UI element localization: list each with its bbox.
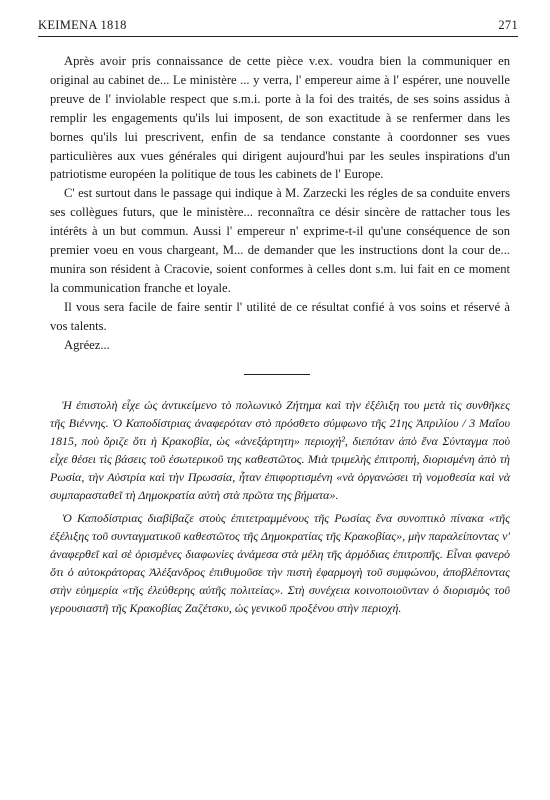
french-letter-text bbox=[50, 52, 510, 355]
french-paragraph-2: C' est surtout dans le passage qui indique à M. Zarzecki les régles de sa conduite envers ses collègues futurs, que le ministère... reconnaîtra ce désir sincère de rattacher tous les intérêts à un but commun. Aussi l' empereur n' exprime-t-il qu'une conséquence de son premier voeu en vous chargeant, M... de demander que les instructions dont la cour de... munira son résident à Cracovie, soient conformes à celles dont s.m. lui fait en ce moment la communication franche et loyale. bbox=[50, 186, 510, 295]
greek-commentary-text bbox=[50, 396, 510, 617]
french-paragraph-3: Il vous sera facile de faire sentir l' utilité de ce résultat confié à vos soins et réservé à vos talents. bbox=[50, 299, 510, 333]
greek-paragraph-1: Ἡ ἐπιστολὴ εἶχε ὡς ἀντικείμενο τὸ πολωνικὸ Ζήτημα καὶ τὴν ἐξέλιξη του μετὰ τὶς συνθῆκες τῆς Βιέννης. Ὁ Καποδίστριας ἀναφερόταν στὸ πρόσθετο σύμφωνο τῆς 21ης Ἀπριλίου / 3 Μαΐου 1815, ποὺ ὅριζε ὅτι ἡ Κρακοβία, ὡς «ἀνεξάρτητη» περιοχή², διεπόταν ἀπὸ ἕνα Σύνταγμα ποὺ εἶχε θέσει τὶς βάσεις τοῦ ἐσωτερικοῦ της καθεστῶτος. Μιὰ τριμελὴς ἐπιτροπή, διορισμένη ἀπὸ τὴ Ρωσία, τὴν Αὐστρία καὶ τὴν Πρωσσία, ἦταν ἐπιφορτισμένη «νὰ ὀργανώσει τὴ νομοθεσία καὶ νὰ συμπαρασταθεῖ τὴ Δημοκρατία αὐτὴ στὰ πρῶτα της βήματα». bbox=[50, 398, 510, 503]
page-number: 271 bbox=[498, 18, 518, 32]
running-title: KEIMENA 1818 bbox=[38, 18, 127, 32]
section-divider bbox=[244, 374, 310, 375]
header-rule bbox=[38, 36, 518, 37]
french-paragraph-1: Après avoir pris connaissance de cette pièce v.ex. voudra bien la communiquer en original au cabinet de... Le ministère ... y verra, l' empereur aime à l' espérer, une nouvelle preuve de l' inviolable respect que s.m.i. porte à la foi des traités, de ses soins assidus à remplir les engagements qu'ils lui imposent, de son exactitude à se renfermer dans les bornes qu'ils lui prescrivent, enfin de sa tendance constante à coordonner ses vues particulières aux vues générales qui dirigent aujourd'hui par les seules inspirations d'un patriotisme européen la politique de tous les cabinets de l' Europe. bbox=[50, 54, 510, 182]
running-header bbox=[38, 18, 518, 36]
french-closing: Agréez... bbox=[64, 337, 110, 352]
greek-paragraph-2: Ὁ Καποδίστριας διαβίβαζε στοὺς ἐπιτετραμμένους τῆς Ρωσίας ἕνα συνοπτικὸ πίνακα «τῆς ἐξέλιξης τοῦ συνταγματικοῦ καθεστῶτος τῆς Δημοκρατίας τῆς Κρακοβίας», μὴν παραλείποντας ν' ἀναφερθεῖ καὶ σὲ ὁρισμένες διαφωνίες ἀνάμεσα στὰ μέλη τῆς ἁρμόδιας ἐπιτροπῆς. Εἶναι φανερὸ ὅτι ὁ αὐτοκράτορας Ἀλέξανδρος ἐπιθυμοῦσε τὴν πιστὴ ἐφαρμογὴ τοῦ συμφώνου, ἀποβλέποντας στὴν εὐημερία «τῆς ἐλεύθερης αὐτῆς πολιτείας». Στὴ συνέχεια κοινοποιοῦνταν ὁ διορισμὸς τοῦ γερουσιαστῆ τῆς Κρακοβίας Ζαζέτσκυ, ὡς γενικοῦ προξένου στὴν περιοχή. bbox=[50, 510, 510, 616]
